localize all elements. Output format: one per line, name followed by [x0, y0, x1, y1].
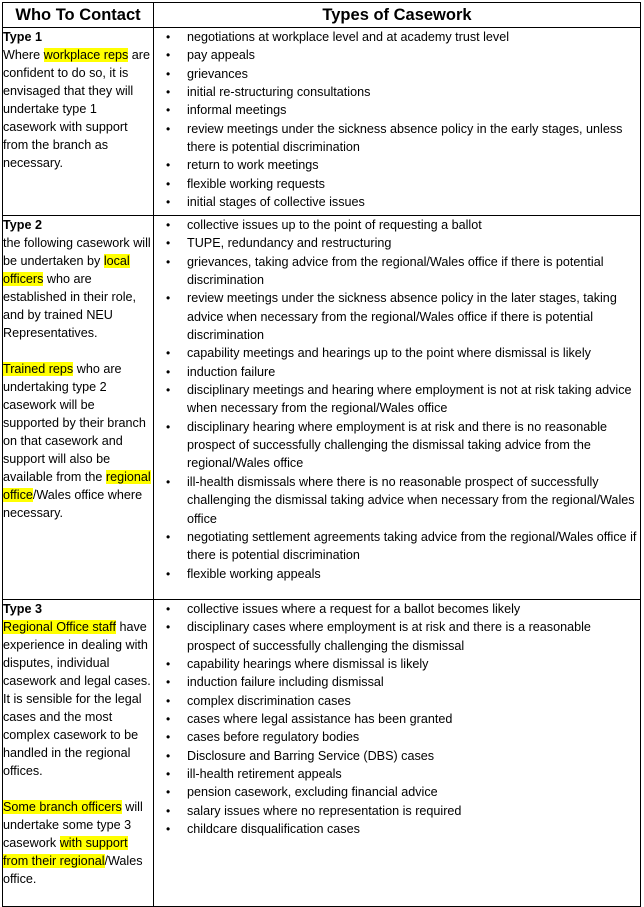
paragraph-text: will undertake some type 3 casework [3, 800, 143, 850]
left-description [3, 46, 153, 172]
bullet-dot-icon: • [166, 767, 171, 782]
casework-item [154, 728, 640, 746]
contact-paragraph [3, 798, 153, 888]
paragraph-text: who are undertaking type 2 casework will be supported by their branch on that casework and support will also be available from the [3, 362, 146, 484]
casework-list [154, 28, 640, 211]
casework-table [2, 2, 641, 907]
type-title: Type 3 [3, 602, 42, 616]
highlighted-text: workplace reps [43, 48, 129, 62]
casework-item [154, 747, 640, 765]
bullet-dot-icon: • [166, 620, 171, 635]
bullet-dot-icon: • [166, 195, 171, 210]
casework-item-text: grievances, taking advice from the regional/Wales office if there is potential discrimination [187, 254, 604, 288]
casework-item-text: ill-health retirement appeals [187, 767, 342, 782]
header-row [3, 3, 641, 28]
paragraph-text: the following casework will be undertaken by [3, 236, 151, 268]
casework-item-text: initial re-structuring consultations [187, 85, 371, 100]
casework-item [154, 655, 640, 673]
casework-item [154, 820, 640, 838]
casework-item-text: induction failure [187, 364, 276, 379]
casework-item-text: disciplinary cases where employment is at risk and there is a reasonable prospect of successfully challenging the dismissal [187, 620, 591, 653]
casework-item [154, 65, 640, 83]
paragraph-text: who are established in their role, and by trained NEU Representatives. [3, 272, 137, 340]
bullet-dot-icon: • [166, 364, 171, 379]
bullet-dot-icon: • [166, 822, 171, 837]
bullet-dot-icon: • [166, 85, 171, 100]
left-description [3, 618, 153, 888]
casework-item [154, 381, 640, 418]
casework-item [154, 120, 640, 157]
casework-item-text: capability meetings and hearings up to the point where dismissal is likely [187, 346, 591, 361]
casework-item [154, 83, 640, 101]
casework-item [154, 175, 640, 193]
casework-item-text: negotiating settlement agreements taking advice from the regional/Wales office if there is potential discrimination [187, 529, 637, 563]
casework-item-text: informal meetings [187, 103, 287, 118]
bullet-dot-icon: • [166, 236, 171, 251]
casework-item [154, 193, 640, 211]
paragraph-text: have experience in dealing with disputes, individual casework and legal cases. It is sensible for the legal cases and the most complex casework to be handled in the regional offices. [3, 620, 151, 778]
paragraph-text: are confident to do so, it is envisaged that they will undertake type 1 casework with support from the branch as necessary. [3, 48, 150, 170]
bullet-dot-icon: • [166, 730, 171, 745]
casework-item [154, 565, 640, 583]
bullet-dot-icon: • [166, 176, 171, 191]
casework-item-text: flexible working requests [187, 176, 325, 191]
casework-item [154, 234, 640, 252]
casework-item [154, 344, 640, 362]
paragraph-gap [3, 342, 153, 360]
casework-item-text: disciplinary meetings and hearing where employment is not at risk taking advice when necessary from the regional/Wales office [187, 383, 632, 416]
casework-item-text: return to work meetings [187, 158, 319, 173]
casework-item [154, 765, 640, 783]
casework-item [154, 802, 640, 820]
casework-item-text: negotiations at workplace level and at academy trust level [187, 30, 510, 44]
casework-item-text: pay appeals [187, 48, 255, 63]
contact-paragraph [3, 618, 153, 780]
casework-item [154, 618, 640, 655]
bullet-dot-icon: • [166, 712, 171, 727]
who-to-contact-cell [3, 600, 154, 907]
casework-item-text: Disclosure and Barring Service (DBS) cases [187, 748, 435, 763]
casework-item [154, 783, 640, 801]
bullet-dot-icon: • [166, 693, 171, 708]
bullet-dot-icon: • [166, 566, 171, 581]
bullet-dot-icon: • [166, 803, 171, 818]
bullet-dot-icon: • [166, 785, 171, 800]
types-of-casework-header: Types of Casework [154, 3, 641, 28]
bullet-dot-icon: • [166, 474, 171, 489]
bullet-dot-icon: • [166, 419, 171, 434]
paragraph-text: Where [3, 48, 44, 62]
contact-paragraph [3, 360, 153, 522]
contact-paragraph [3, 46, 153, 172]
type-row [3, 216, 641, 600]
casework-item-text: pension casework, excluding financial advice [187, 785, 438, 800]
casework-item-text: childcare disqualification cases [187, 822, 360, 837]
casework-list-cell [154, 600, 641, 907]
casework-item [154, 363, 640, 381]
casework-item-text: complex discrimination cases [187, 693, 351, 708]
who-to-contact-cell [3, 216, 154, 600]
bullet-dot-icon: • [166, 346, 171, 361]
casework-item-text: collective issues where a request for a ballot becomes likely [187, 602, 521, 616]
bullet-dot-icon: • [166, 218, 171, 232]
casework-item [154, 253, 640, 290]
casework-item [154, 156, 640, 174]
bullet-dot-icon: • [166, 383, 171, 398]
casework-list [154, 600, 640, 838]
who-to-contact-cell [3, 28, 154, 216]
casework-item-text: review meetings under the sickness absence policy in the later stages, taking advice when necessary from the regional/Wales office if there is potential discrimination [187, 291, 617, 343]
paragraph-text: /Wales office where necessary. [3, 488, 143, 520]
casework-item [154, 101, 640, 119]
highlighted-text: regional office [3, 470, 151, 502]
type-row [3, 600, 641, 907]
bullet-dot-icon: • [166, 291, 171, 306]
casework-list-cell [154, 28, 641, 216]
bullet-dot-icon: • [166, 529, 171, 544]
highlighted-text: local officers [3, 254, 130, 286]
casework-item-text: capability hearings where dismissal is likely [187, 657, 429, 672]
left-description [3, 234, 153, 522]
casework-item [154, 600, 640, 618]
casework-list [154, 216, 640, 583]
casework-item [154, 528, 640, 565]
paragraph-gap [3, 780, 153, 798]
casework-item-text: salary issues where no representation is required [187, 803, 462, 818]
casework-item-text: review meetings under the sickness absence policy in the early stages, unless there is potential discrimination [187, 121, 623, 155]
casework-item-text: grievances [187, 66, 248, 81]
casework-item-text: TUPE, redundancy and restructuring [187, 236, 392, 251]
highlighted-text: with support from their regional [3, 836, 128, 868]
casework-item [154, 46, 640, 64]
casework-item [154, 28, 640, 46]
casework-item [154, 216, 640, 234]
casework-item-text: disciplinary hearing where employment is at risk and there is no reasonable prospect of successfully challenging the dismissal taking advice from the regional/Wales office [187, 419, 608, 471]
casework-item [154, 418, 640, 473]
bullet-dot-icon: • [166, 254, 171, 269]
casework-item-text: ill-health dismissals where there is no reasonable prospect of successfully challenging the dismissal taking advice when necessary from the regional/Wales office [187, 474, 635, 526]
highlighted-text: Regional Office staff [3, 620, 116, 634]
casework-item [154, 710, 640, 728]
bullet-dot-icon: • [166, 66, 171, 81]
bullet-dot-icon: • [166, 675, 171, 690]
casework-item-text: initial stages of collective issues [187, 195, 365, 210]
casework-item-text: flexible working appeals [187, 566, 321, 581]
type-row [3, 28, 641, 216]
casework-list-cell [154, 216, 641, 600]
casework-item [154, 673, 640, 691]
bullet-dot-icon: • [166, 657, 171, 672]
bullet-dot-icon: • [166, 48, 171, 63]
casework-item [154, 692, 640, 710]
casework-item [154, 473, 640, 528]
bullet-dot-icon: • [166, 602, 171, 616]
casework-item-text: cases before regulatory bodies [187, 730, 360, 745]
bullet-dot-icon: • [166, 748, 171, 763]
casework-item [154, 289, 640, 344]
paragraph-text: /Wales office. [3, 854, 143, 886]
highlighted-text: Trained reps [3, 362, 74, 376]
type-title: Type 2 [3, 218, 42, 232]
bullet-dot-icon: • [166, 121, 171, 136]
casework-item-text: induction failure including dismissal [187, 675, 384, 690]
contact-paragraph [3, 234, 153, 342]
casework-item-text: collective issues up to the point of requesting a ballot [187, 218, 482, 232]
highlighted-text: Some branch officers [3, 800, 122, 814]
bullet-dot-icon: • [166, 158, 171, 173]
casework-item-text: cases where legal assistance has been granted [187, 712, 453, 727]
bullet-dot-icon: • [166, 30, 171, 44]
type-title: Type 1 [3, 30, 42, 44]
who-to-contact-header: Who To Contact [3, 3, 154, 28]
bullet-dot-icon: • [166, 103, 171, 118]
